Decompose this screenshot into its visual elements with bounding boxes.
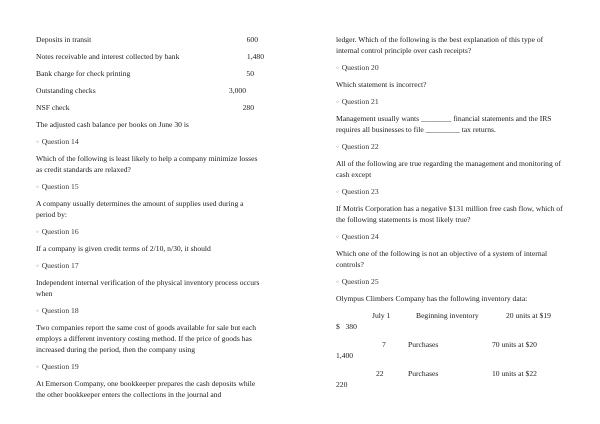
question-heading — [336, 276, 568, 287]
recon-question-text: The adjusted cash balance per books on June 30 is — [36, 120, 189, 129]
recon-amount: 50 — [246, 69, 254, 78]
question-text: At Emerson Company, one bookkeeper prepares the cash deposits while the other bookkeeper enters the collections in the journal and — [36, 379, 256, 399]
question-heading — [36, 260, 264, 271]
bullet-icon: ◦ — [36, 306, 39, 315]
recon-amount: 1,480 — [246, 52, 264, 61]
question-text: Olympus Climbers Company has the following inventory data: — [336, 294, 528, 303]
question-text: All of the following are true regarding the management and monitoring of cash except — [336, 159, 562, 179]
bullet-icon: ◦ — [336, 142, 339, 151]
inventory-desc: Purchases — [408, 340, 439, 349]
question-text: Independent internal verification of the physical inventory process occurs when — [36, 278, 260, 298]
question-text: Which statement is incorrect? — [336, 80, 427, 89]
bullet-icon: ◦ — [336, 97, 339, 106]
inventory-units: 10 units at $22 — [492, 369, 537, 378]
question-text: A company usually determines the amount of supplies used during a period by: — [36, 199, 244, 219]
question-heading — [336, 141, 568, 152]
recon-label: NSF check — [36, 103, 70, 112]
right-column — [336, 34, 568, 397]
bullet-icon: ◦ — [36, 182, 39, 191]
question-label: Question 25 — [341, 277, 379, 286]
recon-row — [36, 68, 264, 79]
question-heading — [36, 361, 264, 372]
recon-row — [36, 51, 264, 62]
inventory-units: 70 units at $20 — [492, 340, 537, 349]
inventory-cost: $ 380 — [336, 322, 357, 331]
question-heading — [336, 62, 568, 73]
question-label: Question 24 — [341, 232, 379, 241]
question-heading — [36, 226, 264, 237]
question-label: Question 19 — [41, 362, 79, 371]
inventory-date: July 1 — [372, 311, 391, 320]
question-label: Question 16 — [41, 227, 79, 236]
question-text: Which of the following is least likely to help a company minimize losses as credit standards are relaxed? — [36, 154, 258, 174]
inventory-row — [336, 339, 568, 350]
question-label: Question 23 — [341, 187, 379, 196]
question-label: Question 15 — [41, 182, 79, 191]
bullet-icon: ◦ — [36, 261, 39, 270]
recon-row — [36, 85, 264, 96]
question-label: Question 20 — [341, 63, 379, 72]
question-label: Question 18 — [41, 306, 79, 315]
inventory-row — [336, 310, 568, 321]
inventory-desc: Beginning inventory — [416, 311, 479, 320]
bullet-icon: ◦ — [336, 63, 339, 72]
question-heading — [336, 231, 568, 242]
bullet-icon: ◦ — [336, 277, 339, 286]
recon-amount: 600 — [246, 35, 258, 44]
recon-row — [36, 102, 264, 113]
continuation-text: ledger. Which of the following is the best explanation of this type of internal control principle over cash receipts? — [336, 35, 544, 55]
recon-label: Bank charge for check printing — [36, 69, 131, 78]
question-text: If Motris Corporation has a negative $131 million free cash flow, which of the following statements is most likely true? — [336, 204, 563, 224]
question-heading — [336, 96, 568, 107]
bullet-icon: ◦ — [36, 362, 39, 371]
question-label: Question 17 — [41, 261, 79, 270]
inventory-desc: Purchases — [408, 369, 439, 378]
recon-amount: 280 — [242, 103, 254, 112]
question-label: Question 14 — [41, 137, 79, 146]
question-text: Two companies report the same cost of goods available for sale but each employs a different inventory costing method. If the price of goods has increased during the period, then the company using — [36, 323, 257, 354]
question-text: Management usually wants ________ financial statements and the IRS requires all businesses to file _________ tax returns. — [336, 114, 552, 134]
question-label: Question 22 — [341, 142, 379, 151]
inventory-units: 20 units at $19 — [506, 311, 551, 320]
inventory-row — [336, 368, 568, 379]
recon-label: Outstanding checks — [36, 86, 96, 95]
question-text: If a company is given credit terms of 2/10, n/30, it should — [36, 244, 211, 253]
bullet-icon: ◦ — [336, 187, 339, 196]
bullet-icon: ◦ — [36, 137, 39, 146]
inventory-table — [336, 310, 568, 390]
question-text: Which one of the following is not an objective of a system of internal controls? — [336, 249, 548, 269]
question-heading — [36, 305, 264, 316]
question-heading — [336, 186, 568, 197]
inventory-cost: 1,400 — [336, 351, 354, 360]
recon-row — [36, 34, 264, 45]
left-column — [36, 34, 264, 406]
inventory-date: 7 — [382, 340, 386, 349]
bullet-icon: ◦ — [36, 227, 39, 236]
inventory-date: 22 — [376, 369, 384, 378]
question-heading — [36, 181, 264, 192]
bullet-icon: ◦ — [336, 232, 339, 241]
question-label: Question 21 — [341, 97, 379, 106]
recon-amount: 3,000 — [228, 86, 246, 95]
question-heading — [36, 136, 264, 147]
recon-label: Deposits in transit — [36, 35, 92, 44]
recon-label: Notes receivable and interest collected by bank — [36, 52, 180, 61]
inventory-cost: 220 — [336, 380, 348, 389]
